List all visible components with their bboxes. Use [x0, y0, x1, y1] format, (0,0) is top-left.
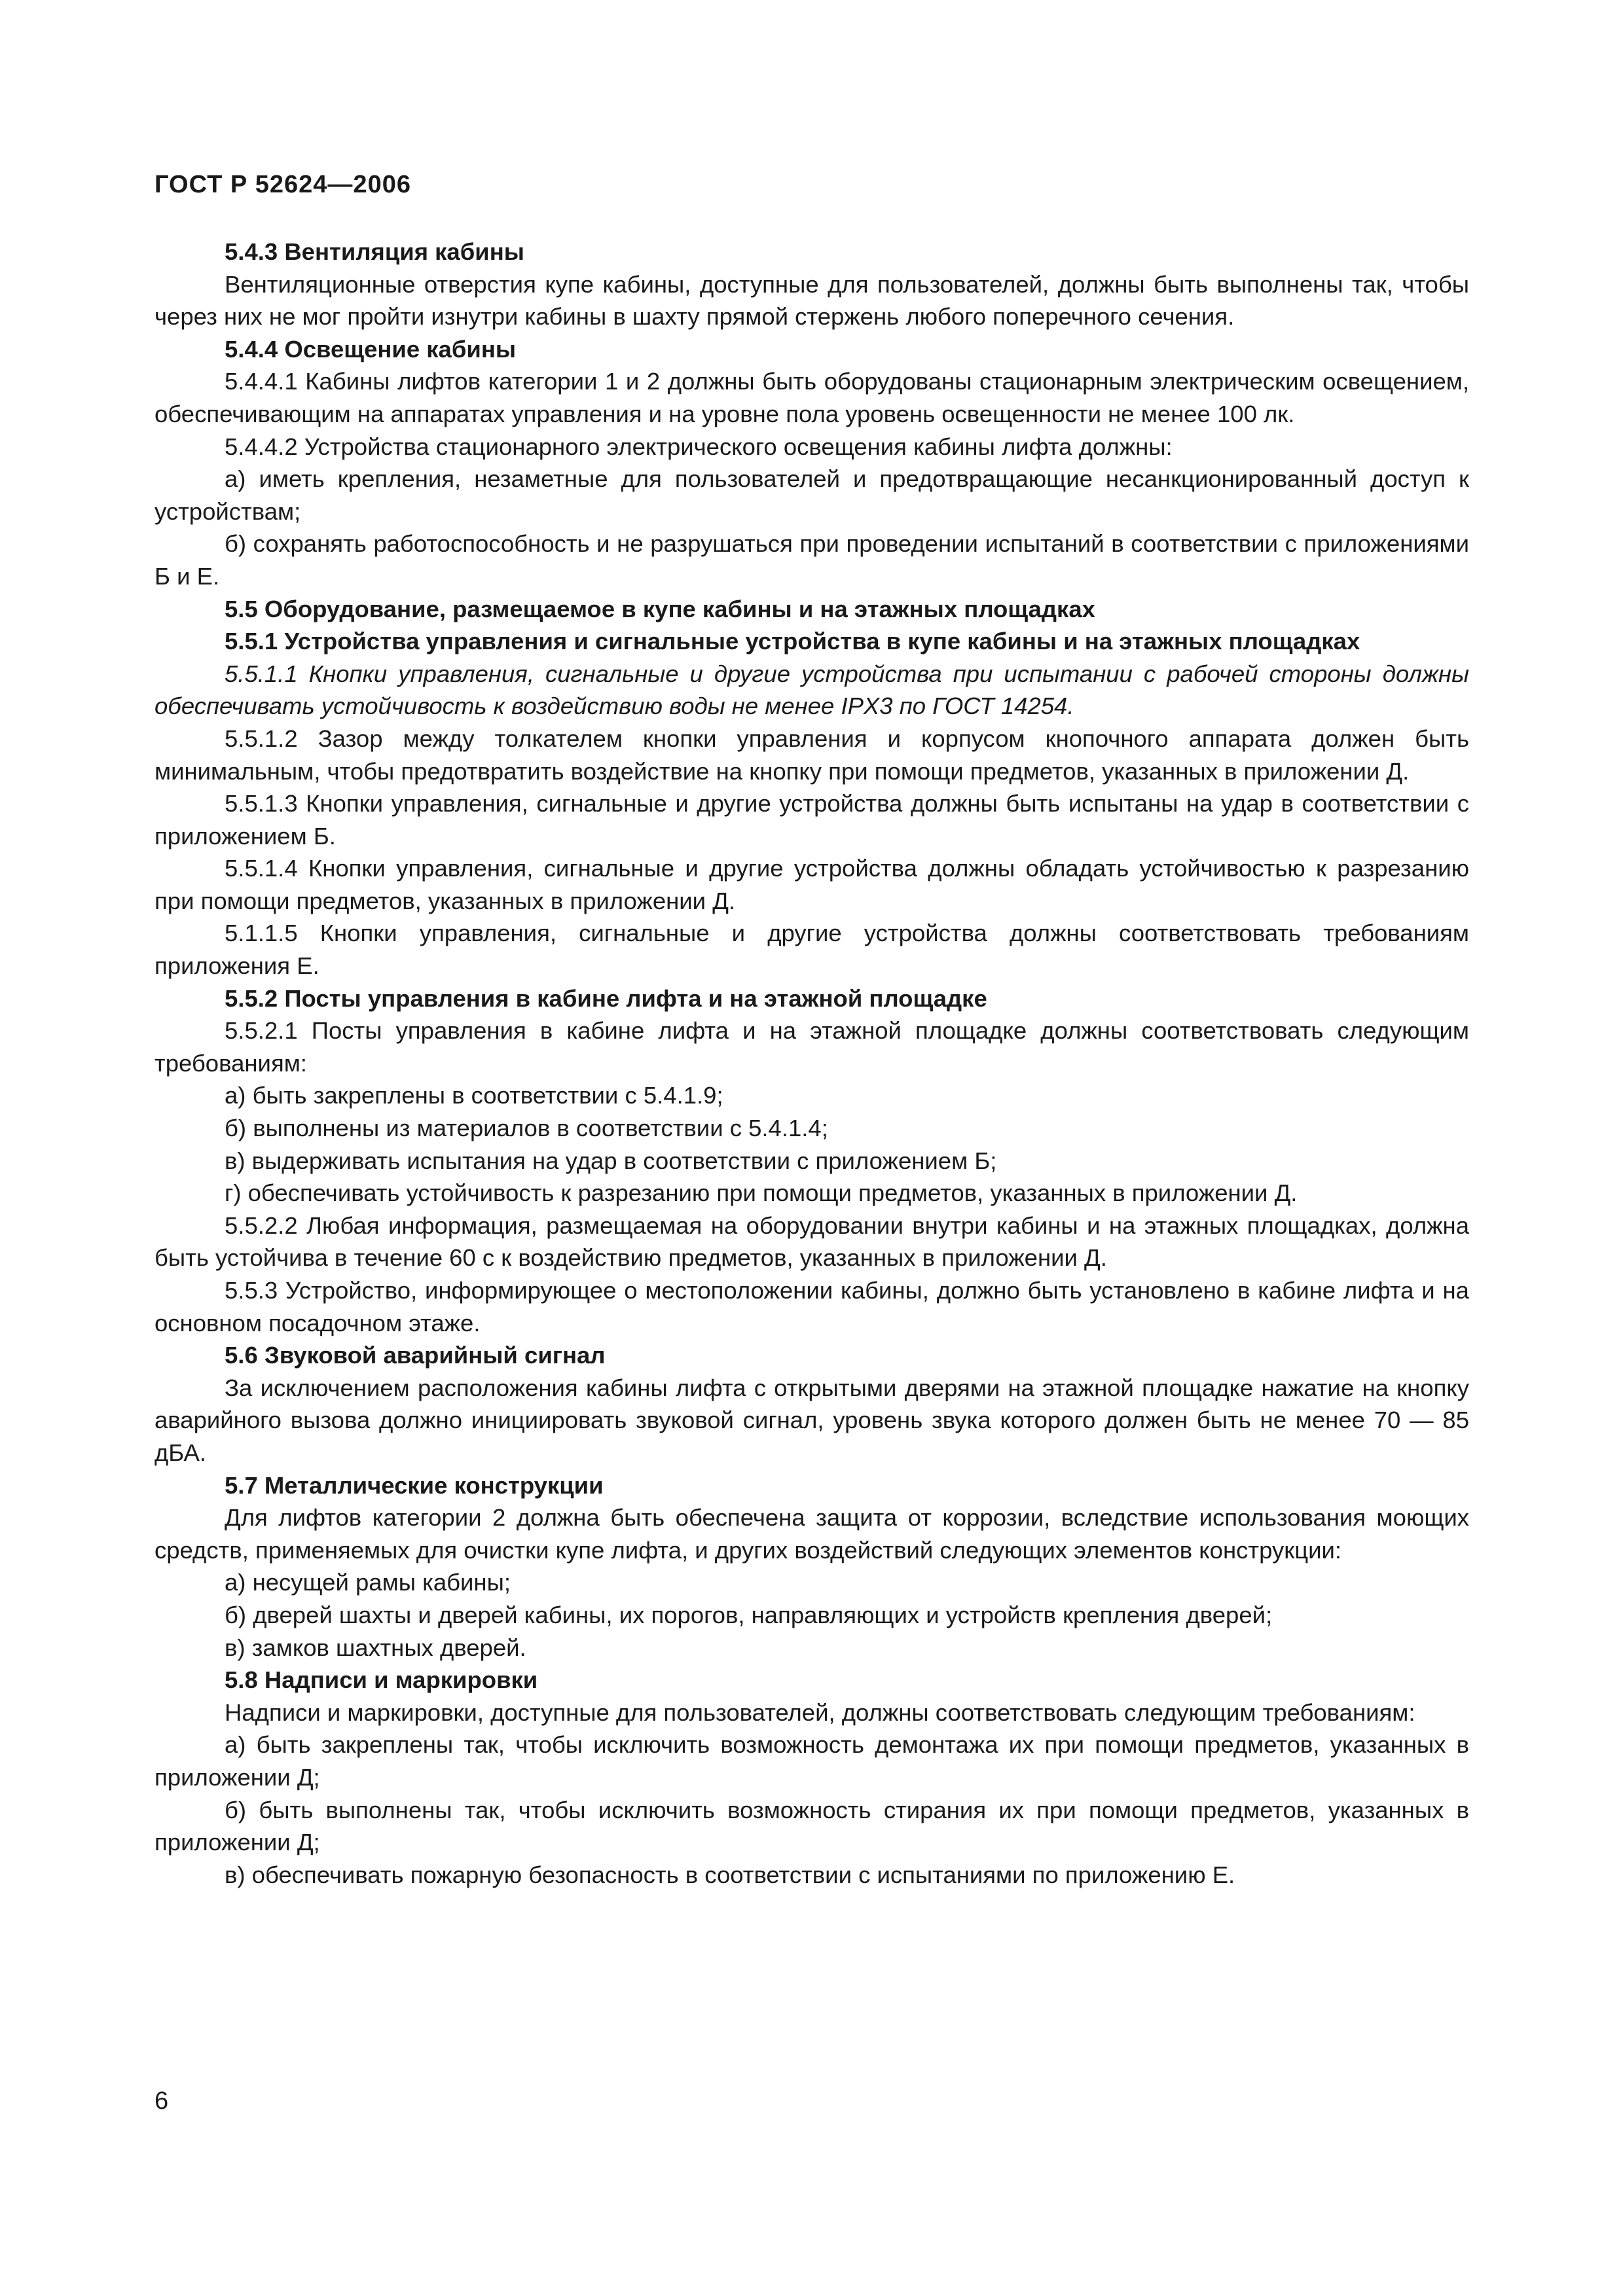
page-number: 6 [155, 2087, 169, 2115]
paragraph: 5.6 Звуковой аварийный сигнал [225, 1342, 606, 1369]
paragraph: а) быть закреплены в соответствии с 5.4.1.9; [225, 1082, 723, 1109]
paragraph: 5.5 Оборудование, размещаемое в купе кабины и на этажных площадках [225, 595, 1095, 622]
paragraph: 5.5.3 Устройство, информирующее о местоположении кабины, должно быть установлено в кабине лифта и на основном посадочном этаже. [155, 1277, 1469, 1336]
paragraph: 5.5.2.2 Любая информация, размещаемая на оборудовании внутри кабины и на этажных площадках, должна быть устойчива в течение 60 с к воздействию предметов, указанных в приложении Д. [155, 1211, 1469, 1272]
paragraph: Вентиляционные отверстия купе кабины, доступные для пользователей, должны быть выполнены так, чтобы через них не мог пройти изнутри кабины в шахту прямой стержень любого поперечного сечения. [155, 270, 1469, 331]
paragraph: 5.5.1.1 Кнопки управления, сигнальные и другие устройства при испытании с рабочей стороны должны обеспечивать устойчивость к воздействию воды не менее IPX3 по ГОСТ 14254. [155, 660, 1469, 720]
paragraph: 5.7 Металлические конструкции [225, 1471, 604, 1499]
paragraph: Надписи и маркировки, доступные для пользователей, должны соответствовать следующим требованиям: [225, 1698, 1415, 1726]
paragraph: 5.4.4.2 Устройства стационарного электрического освещения кабины лифта должны: [225, 433, 1173, 460]
paragraph: 5.5.1.4 Кнопки управления, сигнальные и другие устройства должны обладать устойчивостью к разрезанию при помощи предметов, указанных в приложении Д. [155, 855, 1469, 914]
paragraph: б) быть выполнены так, чтобы исключить возможность стирания их при помощи предметов, указанных в приложении Д; [155, 1796, 1469, 1856]
paragraph: в) замков шахтных дверей. [225, 1634, 526, 1661]
paragraph: в) обеспечивать пожарную безопасность в соответствии с испытаниями по приложению Е. [225, 1861, 1235, 1888]
paragraph: б) сохранять работоспособность и не разрушаться при проведении испытаний в соответствии с приложениями Б и Е. [155, 530, 1469, 590]
paragraph: 5.4.4.1 Кабины лифтов категории 1 и 2 должны быть оборудованы стационарным электрическим освещением, обеспечивающим на аппаратах управления и на уровне пола уровень освещенности не менее 100 лк. [155, 368, 1469, 427]
paragraph: а) быть закреплены так, чтобы исключить возможность демонтажа их при помощи предметов, указанных в приложении Д; [155, 1731, 1469, 1791]
paragraph: 5.1.1.5 Кнопки управления, сигнальные и другие устройства должны соответствовать требованиям приложения Е. [155, 920, 1469, 980]
paragraph: За исключением расположения кабины лифта с открытыми дверями на этажной площадке нажатие на кнопку аварийного вызова должно инициировать звуковой сигнал, уровень звука которого должен быть не менее 70 — 85 дБА. [155, 1374, 1469, 1466]
paragraph: 5.4.3 Вентиляция кабины [225, 238, 524, 265]
paragraph: а) иметь крепления, незаметные для пользователей и предотвращающие несанкционированный доступ к устройствам; [155, 465, 1469, 525]
paragraph: 5.5.2.1 Посты управления в кабине лифта и на этажной площадке должны соответствовать следующим требованиям: [155, 1017, 1469, 1077]
paragraph: Для лифтов категории 2 должна быть обеспечена защита от коррозии, вследствие использования моющих средств, применяемых для очистки купе лифта, и других воздействий следующих элементов конструкции: [155, 1504, 1469, 1564]
paragraph: а) несущей рамы кабины; [225, 1569, 511, 1596]
document-body [155, 236, 1469, 1891]
document-header: ГОСТ Р 52624—2006 [155, 171, 411, 198]
paragraph: 5.4.4 Освещение кабины [225, 335, 517, 363]
paragraph: б) дверей шахты и дверей кабины, их порогов, направляющих и устройств крепления дверей; [225, 1601, 1273, 1628]
paragraph: 5.5.1 Устройства управления и сигнальные устройства в купе кабины и на этажных площадках [225, 628, 1360, 655]
paragraph: г) обеспечивать устойчивость к разрезанию при помощи предметов, указанных в приложении Д. [225, 1179, 1298, 1207]
paragraph: б) выполнены из материалов в соответствии с 5.4.1.4; [225, 1115, 828, 1142]
paragraph: 5.5.1.2 Зазор между толкателем кнопки управления и корпусом кнопочного аппарата должен быть минимальным, чтобы предотвратить воздействие на кнопку при помощи предметов, указанных в приложении Д. [155, 725, 1469, 785]
paragraph: 5.5.1.3 Кнопки управления, сигнальные и другие устройства должны быть испытаны на удар в соответствии с приложением Б. [155, 790, 1469, 850]
paragraph: 5.8 Надписи и маркировки [225, 1666, 538, 1694]
paragraph: в) выдерживать испытания на удар в соответствии с приложением Б; [225, 1147, 997, 1174]
paragraph: 5.5.2 Посты управления в кабине лифта и на этажной площадке [225, 984, 987, 1012]
